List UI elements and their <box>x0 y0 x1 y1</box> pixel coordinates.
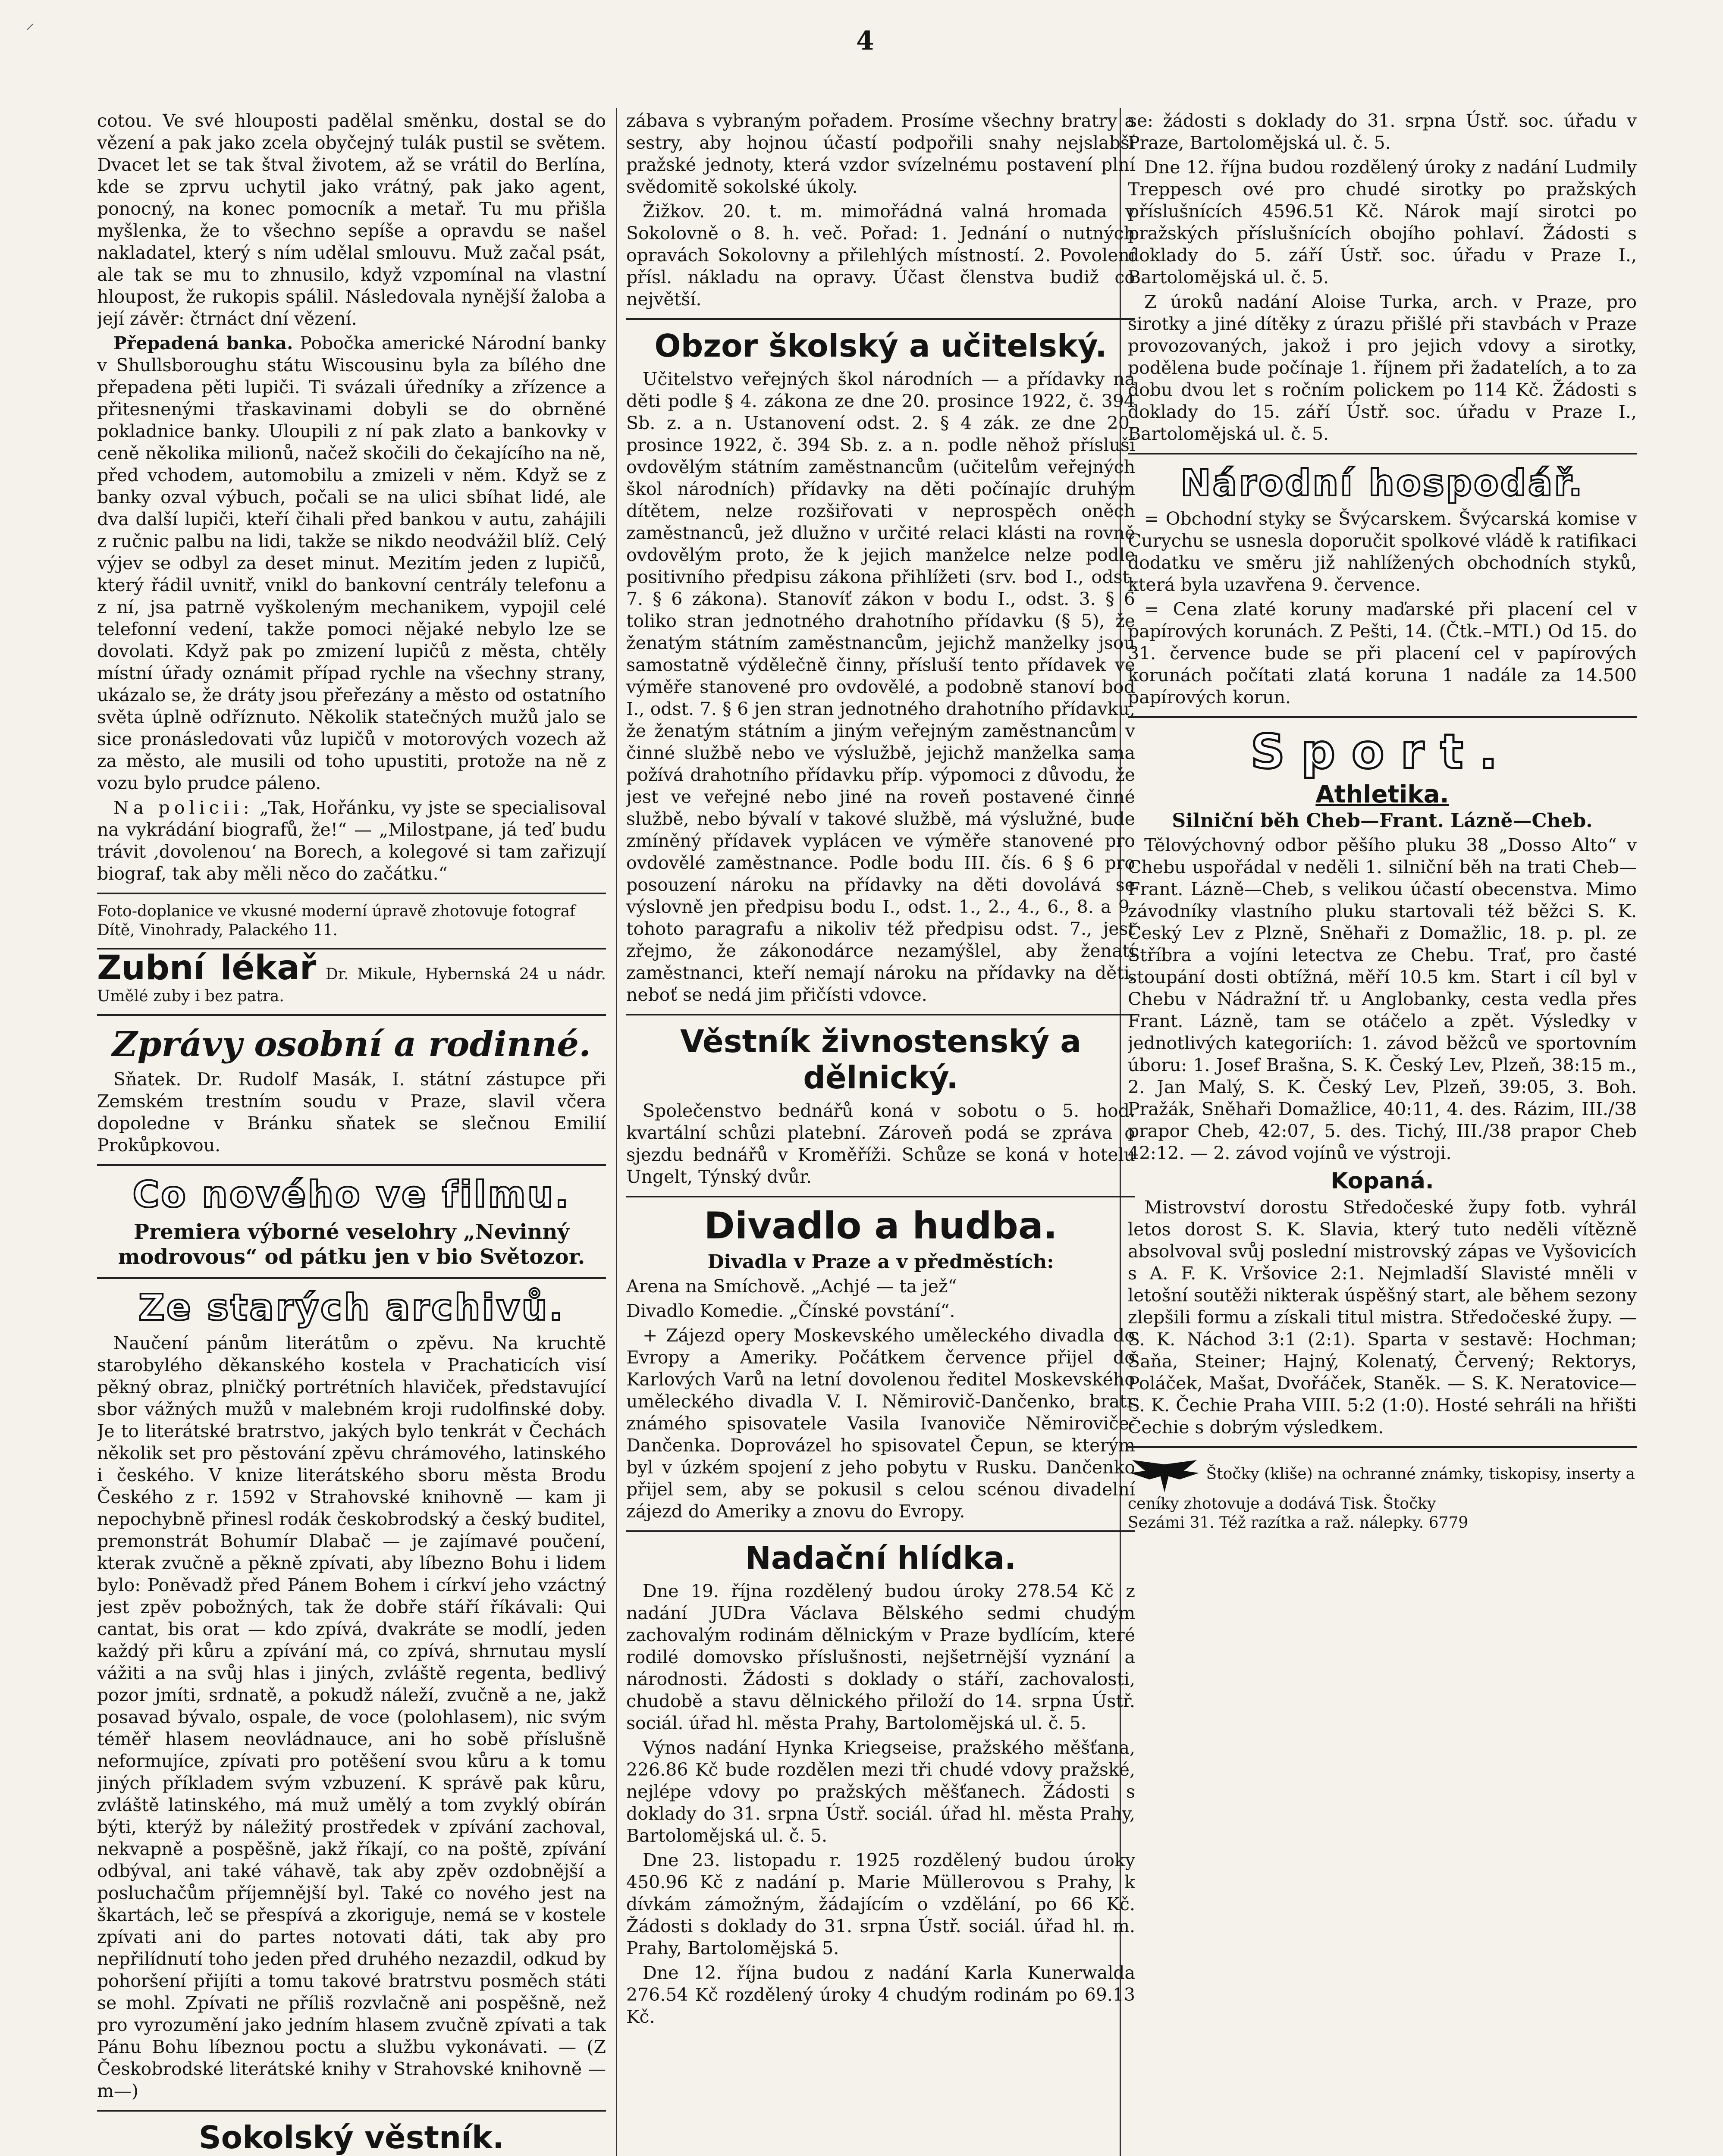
ad-foto: Foto-doplanice ve vkusné moderní úpravě zhotovuje fotograf Dítě, Vinohrady, Palackého 11. <box>97 903 576 939</box>
ad-zubni-title: Zubní lékař <box>97 949 317 987</box>
section-subheading: Athletika. <box>1315 780 1449 808</box>
film-notice: Premiera výborné veselohry „Nevinný modrovous“ od pátku jen v bio Světozor. <box>118 1220 585 1269</box>
divider <box>97 1164 606 1166</box>
ad-stocky-text-2: Sezámi 31. Též razítka a raž. nálepky. 6779 <box>1128 1514 1469 1532</box>
article-paragraph: zábava s vybraným pořadem. Prosíme všechny bratry a sestry, aby hojnou účastí podpořili snahy nejslabší pražské jednoty, která vzdor svízelnému postavení plní svědomitě sokolské úkoly. <box>626 110 1135 197</box>
article-paragraph: Dne 12. října budou z nadání Karla Kunerwalda 276.54 Kč rozdělený úroky 4 chudým rodinám po 69.13 Kč. <box>626 1962 1135 2027</box>
divider <box>97 1014 606 1016</box>
column-3 <box>1128 110 1637 2156</box>
eagle-logo-icon <box>1128 1456 1201 1495</box>
section-heading: Věstník živnostenský a dělnický. <box>680 1023 1081 1096</box>
section-heading: Národní hospodář. <box>1180 462 1584 504</box>
divider <box>97 1277 606 1279</box>
section-heading: Obzor školský a učitelský. <box>654 328 1107 364</box>
divider <box>1128 1446 1637 1448</box>
divider <box>626 1014 1135 1015</box>
divider <box>626 1530 1135 1532</box>
ad-zubni <box>97 949 606 1006</box>
article-paragraph: Sňatek. Dr. Rudolf Masák, I. státní zástupce při Zemském trestním soudu v Praze, slavil včera dopoledne v Bránku sňatek se slečnou Emilií Prokůpkovou. <box>97 1069 606 1156</box>
ad-zubni-text: Dr. Mikule, Hybernská 24 u nádr. Umělé zuby i bez patra. <box>97 965 606 1005</box>
article-paragraph: Učitelstvo veřejných škol národních — a přídavky na děti podle § 4. zákona ze dne 20. prosince 1922, č. 394 Sb. z. a n. Ustanovení odst. 2. § 4 zák. ze dne 20. prosince 1922, č. 394 Sb. z. a n. podle něhož přísluší ovdovělým státním zaměstnancům (učitelům veřejných škol národních) přídavky na děti počínajíc druhým dítětem, nelze rozšiřovati v neprospěch oněch zaměstnanců, jež dlužno v určité relaci klásti na rovně ovdovělým proto, že k jejich manželce nelze podle positivního předpisu zákona přihlížeti (srv. bod I., odst. 7. § 6 zákona). Stanovíť zákon v bodu I., odst. 3. § 6 toliko stran jednotného drahotního přídavku (§ 5), že ženatým státním zaměstnancům, jejichž manželky jsou samostatně výdělečně činny, přísluší tento přídavek ve výměře stanovené pro ovdovělé, a podobně stanoví bod I., odst. 7. § 6 jen stran jednotného drahotního přídavku, že ženatým státním a jiným veřejným zaměstnancům v činné službě nebo ve výslužbě, jejichž manželka sama požívá drahotního přídavku příp. výpomoci z důvodu, že jest ve veřejné nebo jiné na roveň postavené činné službě, nebo bývalí v takové službě, má výslužné, bude zmíněný přídavek vyplácen ve výměře stanovené pro ovdovělé zaměstnance. Podle bodu III. čís. 6 § 6 pro posouzení nároku na přídavky na děti dovolává se výslovně jen předpisu bodu I., odst. 1., 2., 4., 6., 8. a 9. tohoto paragrafu a nikoliv též předpisu odst. 7., jest zřejmo, že zákonodárce nezamýšlel, aby ženatí zaměstnanci, kteří nemají nároku na přídavky na děti, neboť se nedá jim přičísti vdovce. <box>626 369 1135 1005</box>
article-paragraph: Žižkov. 20. t. m. mimořádná valná hromada v Sokolovně o 8. h. več. Pořad: 1. Jednání o nutných opravách Sokolovny a přilehlých místností. 2. Povolení přísl. nákladu na opravy. Účast členstva budiž co největší. <box>626 201 1135 310</box>
divider <box>626 1196 1135 1197</box>
article-paragraph: = Cena zlaté koruny maďarské při placení cel v papírových korunách. Z Pešti, 14. (Čtk.–MTI.) Od 15. do 31. července bude se při placení cel v papírových korunách počítati zlatá koruna 1 nadále za 14.500 papírových korun. <box>1128 599 1637 708</box>
listing-line: Divadlo Komedie. „Čínské povstání“. <box>626 1300 955 1321</box>
article-paragraph: Z úroků nadání Aloise Turka, arch. v Praze, pro sirotky a jiné dítěky z úrazu přišlé při stavbách v Praze provozovaných, jakož i pro jejich vdovy a sirotky, podělena bude počínaje 1. říjnem při žadatelích, a to za dobu dvou let s ročním polickem po 114 Kč. Žádosti s doklady do 15. září Ústř. soc. úřadu v Praze I., Bartolomějská ul. č. 5. <box>1128 291 1637 444</box>
article-paragraph: cotou. Ve své hlouposti padělal směnku, dostal se do vězení a pak jako zcela obyčejný tulák pustil se světem. Dvacet let se tak štval životem, až se vrátil do Berlína, kde se zprvu uchytil jako vrátný, pak jako agent, ponocný, na konec pomocník a metař. Tu mu přišla myšlenka, že to všechno sepíše a opravdu se našel nakladatel, který s ním udělal smlouvu. Muž začal psát, ale tak se mu to zhnusilo, když vzpomínal na vlastní hloupost, že rukopis spálil. Následovala nynější žaloba a její závěr: čtrnáct dní vězení. <box>97 110 606 329</box>
section-subheading: Kopaná. <box>1331 1168 1434 1194</box>
column-2 <box>626 110 1135 2156</box>
article-paragraph: Společenstvo bednářů koná v sobotu o 5. hod. kvartální schůzi platební. Zároveň podá se zpráva o sjezdu bednářů v Kroměříži. Schůze se koná v hotelu Ungelt, Týnský dvůr. <box>626 1100 1135 1187</box>
section-subheading: Divadla v Praze a v předměstích: <box>707 1251 1054 1273</box>
section-heading: Zprávy osobní a rodinné. <box>112 1024 591 1064</box>
section-heading: Ze starých archivů. <box>138 1286 565 1329</box>
article-paragraph: Tělovýchovný odbor pěšího pluku 38 „Dosso Alto“ v Chebu uspořádal v neděli 1. silniční běh na trati Cheb—Frant. Lázně—Cheb, s velikou účastí obecenstva. Mimo závodníky vlastního pluku startovali též běžci S. K. Český Lev z Plzně, Sněhaři z Domažlic, 18. p. pl. ze Stříbra a vojíni letectva ze Chebu. Trať, pro časté stoupání dosti obtížná, měří 10.5 km. Start i cíl byl v Chebu v Nádražní tř. u Anglobanky, cesta vedla přes Frant. Lázně, tam se otáčelo a zpět. Výsledky v jednotlivých kategoriích: 1. závod běžců ve sportovním úboru: 1. Josef Brašna, S. K. Český Lev, Plzeň, 38:15 m., 2. Jan Malý, S. K. Český Lev, Plzeň, 39:05, 3. Boh. Pražák, Sněhaři Domažlice, 40:11, 4. des. Rázim, III./38 prapor Cheb, 42:07, 5. des. Tichý, III./38 prapor Cheb 42:12. — 2. závod vojínů ve výstroji. <box>1128 835 1637 1163</box>
article-paragraph <box>97 332 606 794</box>
column-1 <box>97 110 606 2156</box>
page-number: 4 <box>856 26 874 56</box>
divider <box>97 2110 606 2112</box>
article-paragraph: + Zájezd opery Moskevského uměleckého divadla do Evropy a Ameriky. Počátkem července přijel do Karlových Varů na letní dovolenou ředitel Moskevského uměleckého divadla V. I. Němirovič-Dančenko, bratr známého spisovatele Vasila Ivanoviče Němiroviče-Dančenka. Doprovázel ho spisovatel Čepun, se kterým byl v úzkém spojení z jeho pobytu v Rusku. Dančenko přijel sem, aby se pokusil s celou scénou divadelní zájezd do Ameriky a znovu do Evropy. <box>626 1325 1135 1522</box>
article-paragraph: Mistrovství dorostu Středočeské župy fotb. vyhrál letos dorost S. K. Slavia, který tuto neděli vítězně absolvoval svůj poslední mistrovský zápas ve Vyšovicích s A. F. K. Vršovice 2:1. Nejmladší Slavisté mněli v letošní soutěži nikterak úspěšný start, ale během sezony zlepšili formu a získali titul mistra. Středočeské župy. — S. K. Náchod 3:1 (2:1). Sparta v sestavě: Hochman; Šaňa, Steiner; Hajný, Kolenatý, Červený; Rektorys, Poláček, Mašat, Dvořáček, Staněk. — S. K. Neratovice—S. K. Čechie Praha VIII. 5:2 (1:0). Hosté sehráli na hřišti Čechie s dobrým výsledkem. <box>1128 1197 1637 1438</box>
column-rule-1 <box>616 108 617 2156</box>
article-lead: Přepadená banka. <box>113 333 293 354</box>
article-paragraph: se: žádosti s doklady do 31. srpna Ústř. soc. úřadu v Praze, Bartolomějská ul. č. 5. <box>1128 110 1637 153</box>
article-paragraph: Dne 19. října rozdělený budou úroky 278.54 Kč z nadání JUDra Václava Bělského sedmi chudým zachovalým rodinám dělnickým v Praze bydlícím, které rodilé domovsko příslušnosti, nejšetrnější vyznání a národnosti. Žádosti s doklady o stáří, zachovalosti, chudobě a stavu dělnického přiloží do 14. srpna Ústř. sociál. úřad hl. města Prahy, Bartolomějská ul. č. 5. <box>626 1581 1135 1733</box>
divider <box>97 893 606 894</box>
article-paragraph: Dne 12. října budou rozdělený úroky z nadání Ludmily Treppesch ové pro chudé sirotky po pražských příslušnících 4596.51 Kč. Nárok mají sirotci po pražských příslušnících obojího pohlaví. Žádosti s doklady do 5. září Ústř. soc. úřadu v Praze I., Bartolomějská ul. č. 5. <box>1128 157 1637 288</box>
divider <box>626 318 1135 320</box>
listing-line: Arena na Smíchově. „Achjé — ta jež“ <box>626 1276 957 1297</box>
divider <box>1128 716 1637 718</box>
divider <box>1128 453 1637 454</box>
article-lead: Na policii: <box>113 797 254 818</box>
section-heading: Sport. <box>1250 724 1514 779</box>
section-heading: Divadlo a hudba. <box>704 1204 1058 1247</box>
section-heading: Co nového ve filmu. <box>132 1173 571 1216</box>
article-paragraph: Naučení pánům literátům o zpěvu. Na kruchtě starobylého děkanského kostela v Prachaticích visí pěkný obraz, plničký portrétních hlaviček, představující sbor vážných mužů v malebném kroji rudolfinské doby. Je to literátské bratrstvo, jakých bylo tenkrát v Čechách několik set pro pěstování zpěvu chrámového, latinského i českého. V knize literátského sboru města Brodu Českého z r. 1592 v Strahovské knihovně — kam ji nepochybně přinesl rodák českobrodský a český buditel, premonstrát Bohumír Dlabač — je zajímavé poučení, kterak zvučně a pěkně zpívati, aby líbezno Bohu i lidem bylo: Poněvadž před Pánem Bohem i církví jeho vzáctný jest zpěv pobožných, tak že dobře stáří říkávali: Qui cantat, bis orat — kdo zpívá, dvakráte se modlí, jeden každý při kůru a zpívání má, co zpívá, shrnutau myslí vážiti a na svůj hlas i jiných, zvláště regenta, bedlivý pozor jmíti, srdnatě, a pokudž náleží, zvučně a ne, jakž posavad bývalo, ospale, de voce (polohlasem), nic svým téměř hlasem neovládnauce, ani ho sobě příslušně neformujíce, zpívati pro potěšení svou kůru a k tomu jiných příkladem svým vzbuzení. K správě pak kůru, zvláště latinského, má muž umělý a tom zvyklý obírán býti, kterýž by náležitý prostředek v zpívání zachoval, nekvapně a pospěšně, jakž říkají, co na poště, zpívání odbýval, ani také váhavě, tak aby zpěv ozdobnější a posluchačům příjemnější byl. Také co nového jest na škartách, leč se přespívá a zkoriguje, nemá se v kostele zpívati ani do partes notovati dáti, tak aby pro nepřilídnutí toho jeden před druhého nezazdil, odkud by pohoršení přijíti a tomu takové bratrstvu posměch státi se mohl. Zpívati ne příliš rozvlačně ani pospěšně, než pro vyrozumění jako jedním hlasem zvučně zpívati a tak Pánu Bohu líbeznou poctu a službu vykonávati. — (Z Českobrodské literátské knihy v Strahovské knihovně —m—) <box>97 1333 606 2101</box>
article-paragraph: Dne 23. listopadu r. 1925 rozdělený budou úroky 450.96 Kč z nadání p. Marie Müllerovou s Prahy, k dívkám zámožným, žádajícím o vzdělání, po 66 Kč. Žádosti s doklady do 31. srpna Ústř. sociál. úřad hl. m. Prahy, Bartolomějská 5. <box>626 1850 1135 1959</box>
ad-stocky-text: Štočky (kliše) na ochranné známky, tiskopisy, inserty a ceníky zhotovuje a dodává Tisk. Štočky <box>1128 1465 1635 1513</box>
article-title: Silniční běh Cheb—Frant. Lázně—Cheb. <box>1172 810 1593 832</box>
ad-stocky <box>1128 1456 1637 1532</box>
article-paragraph: Výnos nadání Hynka Kriegseise, pražského měšťana, 226.86 Kč bude rozdělen mezi tři chudé vdovy pražské, nejlépe vdovy po pražských měšťanech. Žádosti s doklady do 31. srpna Ústř. sociál. úřad hl. města Prahy, Bartolomějská ul. č. 5. <box>626 1737 1135 1846</box>
article-text: Pobočka americké Národní banky v Shullsboroughu státu Wiscousinu byla za bílého dne přepadena pěti lupiči. Ti svázali úředníky a zřízence a přitesnenými třaskavinami dobyli se do obrněné pokladnice banky. Uloupili z ní pak zlato a bankovky v ceně několika milionů, načež skočili do čekajícího na ně, před vchodem, automobilu a zmizeli v něm. Když se z banky ozval výbuch, počali se na ulici sbíhat lidé, ale dva další lupiči, kteří čihali před bankou v autu, zahájili z ručnic palbu na lidi, takže se nikdo neodvážil blíž. Celý výjev se odbyl za deset minut. Mezitím jeden z lupičů, který řádil uvnitř, vnikl do bankovní centrály telefonu a z ní, jsa patrně vyškoleným mechanikem, vypojil celé telefonní vedení, takže pomoci nějaké nebylo lze se dovolati. Když pak po zmizení lupičů z města, chtěly místní úřady oznámit případ rychle na všechny strany, ukázalo se, že dráty jsou přeřezány a město od ostatního světa úplně odříznuto. Několik statečných mužů jalo se sice pronásledovati vůz lupičů v motorových vozech až za město, ale musili od toho upustiti, protože na ně z vozu bylo prudce páleno. <box>97 333 606 793</box>
article-paragraph: = Obchodní styky se Švýcarskem. Švýcarská komise v Curychu se usnesla doporučit spolkové vládě k ratifikaci dodatku ve směru již nahlížených obchodních styků, která byla uzavřena 9. července. <box>1128 508 1637 595</box>
article-paragraph <box>97 797 606 885</box>
article-text: „Tak, Hořánku, vy jste se specialisoval na vykrádání biografů, že!“ — „Milostpane, já teď budu trávit ‚dovolenou‘ na Borech, a kolegové si tam zařizují biograf, tak aby měli něco do začátku.“ <box>97 797 606 884</box>
section-heading: Nadační hlídka. <box>745 1540 1017 1576</box>
section-heading: Sokolský věstník. <box>198 2119 505 2156</box>
margin-mark: ⸍ <box>26 20 35 40</box>
